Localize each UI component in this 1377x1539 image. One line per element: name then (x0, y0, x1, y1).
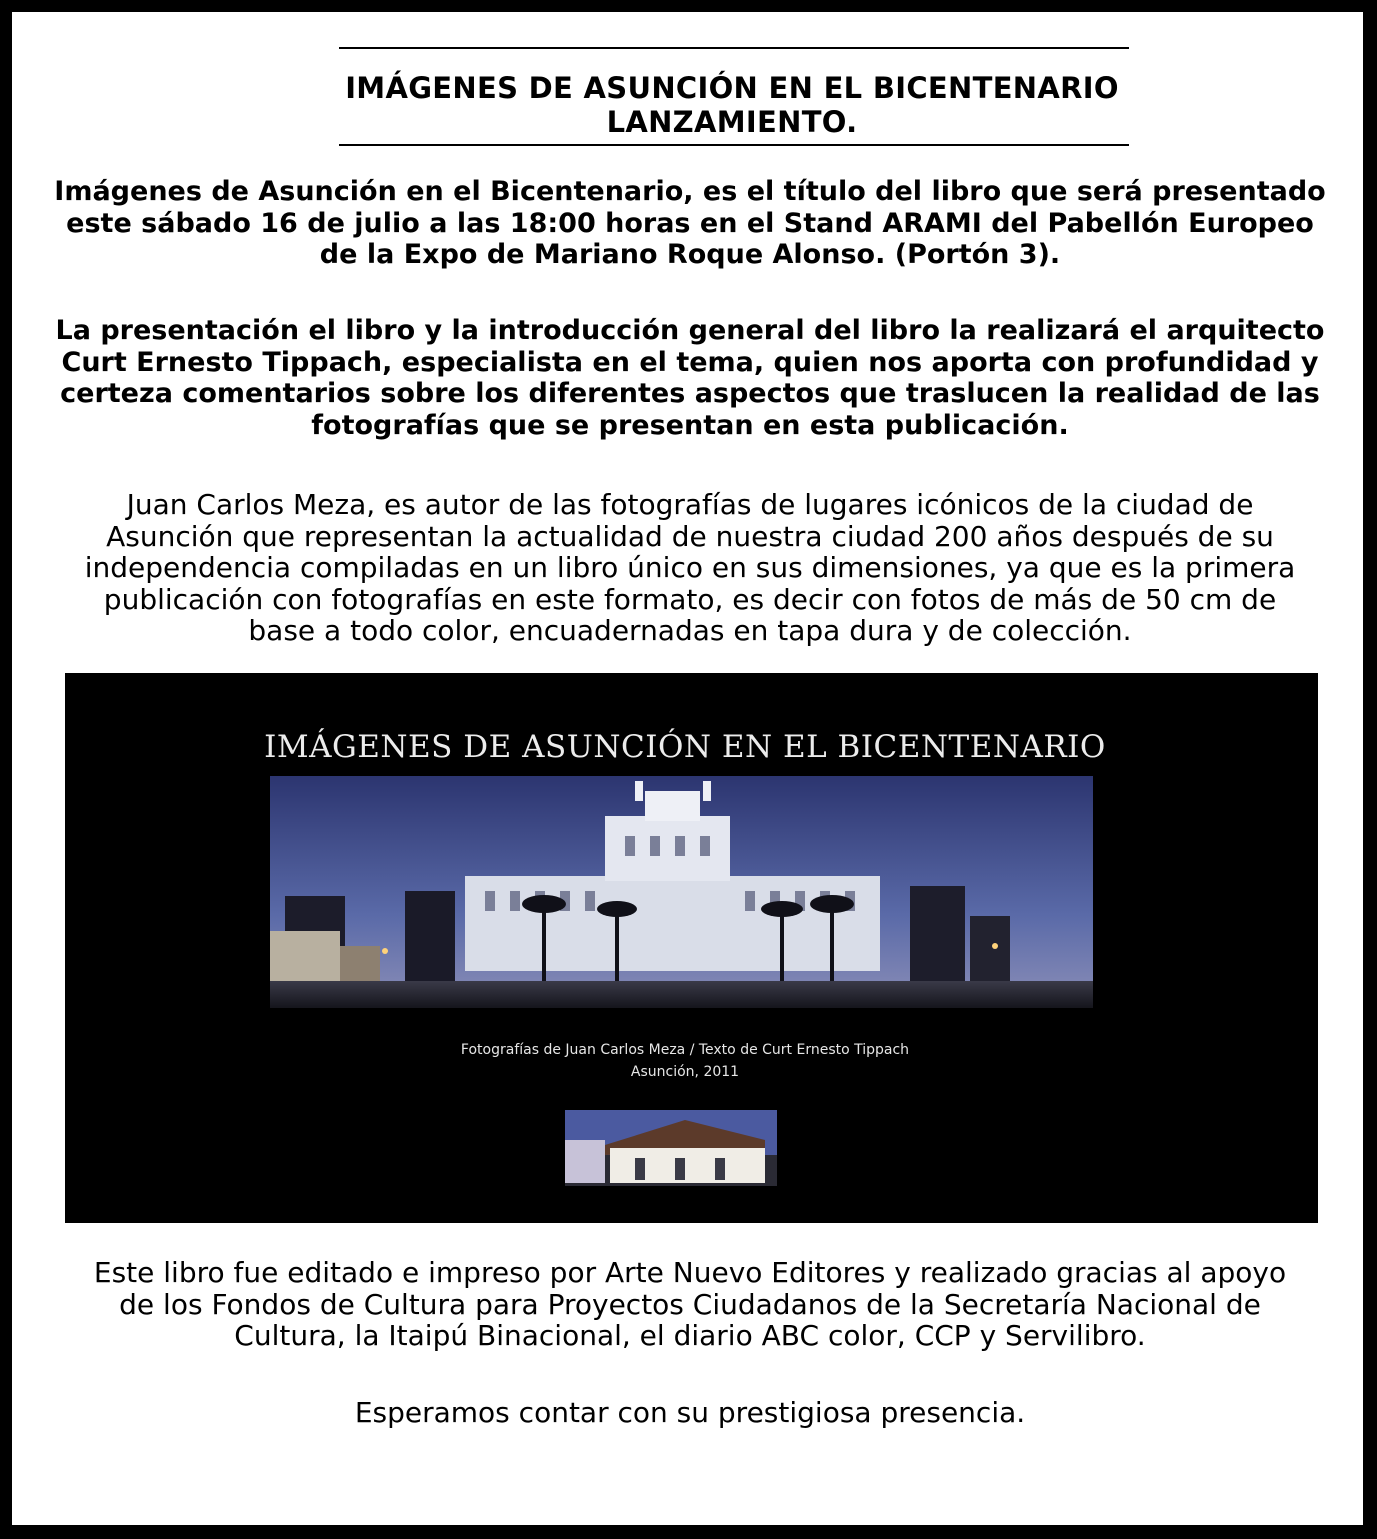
text-line: Cultura, la Itaipú Binacional, el diario ABC color, CCP y Servilibro. (234, 1319, 1146, 1352)
colonial-house-photo (565, 1110, 777, 1186)
page-subtitle: LANZAMIENTO. (606, 105, 858, 139)
paragraph-author (40, 489, 1340, 647)
text-line: base a todo color, encuadernadas en tapa dura y de colección. (248, 614, 1132, 647)
page-title: IMÁGENES DE ASUNCIÓN EN EL BICENTENARIO (345, 71, 1119, 105)
text-line: Juan Carlos Meza, es autor de las fotografías de lugares icónicos de la ciudad de (126, 488, 1254, 521)
text-line: Curt Ernesto Tippach, especialista en el tema, quien nos aporta con profundidad y (61, 346, 1319, 378)
bottom-rule (339, 144, 1129, 146)
book-place-year: Asunción, 2011 (630, 1064, 740, 1080)
paragraph-presentation (40, 315, 1340, 441)
text-line: certeza comentarios sobre los diferentes aspectos que traslucen la realidad de las (60, 378, 1320, 409)
text-line: publicación con fotografías en este formato, es decir con fotos de más de 50 cm de (103, 582, 1277, 616)
top-rule (339, 47, 1129, 49)
text-line: Imágenes de Asunción en el Bicentenario, es el título del libro que será presentado (54, 176, 1326, 207)
book-cover-title: IMÁGENES DE ASUNCIÓN EN EL BICENTENARIO (264, 729, 1106, 765)
text-line: de los Fondos de Cultura para Proyectos Ciudadanos de la Secretaría Nacional de (119, 1287, 1261, 1321)
book-credit: Fotografías de Juan Carlos Meza / Texto de Curt Ernesto Tippach (460, 1042, 910, 1058)
paragraph-credits (40, 1257, 1340, 1352)
book-cover-banner (65, 673, 1318, 1223)
text-line: de la Expo de Mariano Roque Alonso. (Portón 3). (319, 239, 1061, 270)
palacio-de-lopez-photo (270, 776, 1093, 1008)
text-line: Asunción que representan la actualidad de nuestra ciudad 200 años después de su (106, 519, 1274, 553)
text-line: este sábado 16 de julio a las 18:00 horas en el Stand ARAMI del Pabellón Europeo (66, 207, 1314, 239)
announcement-page (12, 12, 1363, 1525)
paragraph-announcement (40, 176, 1340, 271)
text-line: Este libro fue editado e impreso por Arte Nuevo Editores y realizado gracias al apoyo (93, 1256, 1287, 1289)
closing-line: Esperamos contar con su prestigiosa presencia. (354, 1396, 1026, 1429)
text-line: independencia compiladas en un libro único en sus dimensiones, ya que es la primera (84, 551, 1296, 584)
text-line: La presentación el libro y la introducción general del libro la realizará el arquitecto (55, 315, 1325, 346)
text-line: fotografías que se presentan en esta publicación. (311, 409, 1069, 441)
